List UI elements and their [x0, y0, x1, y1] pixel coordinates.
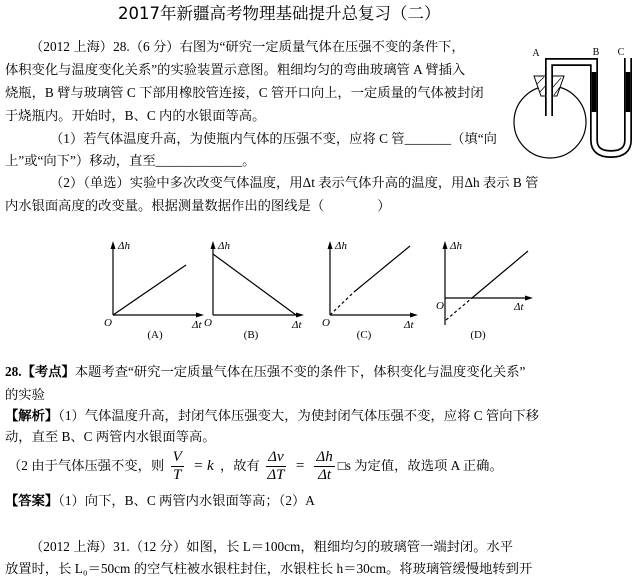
kaodian-line-1 [5, 363, 525, 381]
kaodian-label: 28.【考点】 [5, 364, 75, 379]
apparatus-diagram [505, 40, 640, 165]
graph-c-option: (C) [356, 329, 372, 341]
q28-part2-line-2: 内水银面高度的改变量。根据测量数据作出的图线是（ ） [5, 198, 391, 213]
jiexi-line-1 [5, 407, 539, 425]
label-arm-a: A [532, 48, 540, 59]
q31-line-2: 放置时，长 L₀＝50cm 的空气柱被水银柱封住，水银柱长 h＝30cm。将玻璃管缓慢地转到开 [5, 561, 533, 576]
label-tube-c: C [617, 47, 625, 58]
q28-stem-line-3: 烧瓶，B 臂与玻璃管 C 下部用橡胶管连接，C 管开口向上，一定质量的气体被封闭 [5, 85, 484, 100]
graph-a-y-arrow [111, 241, 116, 249]
formula-prefix: （2 由于气体压强不变，则 [8, 458, 165, 473]
q28-stem-line-2: 体积变化与温度变化关系”的实验装置示意图。粗细均匀的弯曲玻璃管 A 臂插入 [5, 62, 466, 77]
fraction-dv-denominator: ΔT [267, 467, 285, 484]
graph-c-x-label: Δt [404, 319, 414, 331]
graph-d-y-label: Δh [450, 240, 462, 252]
label-arm-b: B [592, 47, 600, 58]
graph-a-line [113, 265, 186, 315]
answer-line [5, 492, 315, 510]
graph-d [436, 240, 533, 341]
graph-a-x-arrow [196, 313, 204, 318]
graph-c-y-label: Δh [335, 240, 347, 252]
jiexi-label: 【解析】 [5, 408, 59, 423]
jiexi-text: （1）气体温度升高，封闭气体压强变大，为使封闭气体压强不变，应将 C 管向下移 [58, 408, 540, 423]
fraction-v-over-t-numerator: V [172, 449, 182, 466]
graph-a-x-label: Δt [192, 319, 202, 331]
answer-text: （1）向下，B、C 两管内水银面等高；（2）A [58, 493, 315, 508]
graph-d-line [472, 251, 528, 298]
graph-a-option: (A) [147, 329, 163, 341]
fraction-dv-numerator: Δv [268, 449, 284, 466]
fraction-v-over-t-denominator: T [172, 467, 182, 484]
q28-stem-line-1: （2012 上海）28.（6 分）右图为“研究一定质量气体在压强不变的条件下， [30, 39, 465, 54]
q31-line-1: （2012 上海）31.（12 分）如图，长 L＝100cm，粗细均匀的玻璃管一端封闭。水平 [30, 539, 514, 554]
graph-d-x-arrow [525, 296, 533, 301]
analysis-part2-formula-line [8, 448, 503, 484]
graph-b [204, 240, 304, 341]
graph-b-x-arrow [296, 313, 304, 318]
graph-b-y-label: Δh [218, 240, 230, 252]
q28-stem-line-4: 于烧瓶内。开始时，B、C 内的水银面等高。 [5, 108, 266, 123]
graph-c-y-arrow [328, 241, 333, 249]
graph-c [322, 240, 418, 341]
graph-a-y-label: Δh [118, 240, 130, 252]
graph-d-x-label: Δt [514, 301, 524, 313]
q28-part1-line-1: （1）若气体温度升高，为使瓶内气体的压强不变，应将 C 管_______（填“向 [50, 131, 497, 146]
formula-middle-text: ，故有 [219, 458, 260, 473]
graph-c-x-arrow [410, 313, 418, 318]
graph-b-origin: O [204, 317, 212, 329]
option-graphs [95, 232, 540, 342]
kaodian-line-2: 的实验 [5, 387, 45, 402]
graph-a [104, 240, 204, 341]
graph-b-x-label: Δt [292, 319, 302, 331]
equals-k: = k [193, 458, 214, 474]
graph-b-option: (B) [243, 329, 259, 341]
fraction-dh-over-dt [314, 450, 334, 483]
fraction-v-over-t [171, 450, 184, 483]
graph-a-origin: O [104, 317, 112, 329]
fraction-dh-denominator: Δt [318, 467, 332, 484]
q28-part1-line-2: 上”或“向下”）移动，直至_____________。 [5, 153, 256, 168]
answer-label: 【答案】 [5, 493, 59, 508]
equals-sign: = [294, 458, 306, 474]
page-title: 2017年新疆高考物理基础提升总复习（二） [118, 4, 441, 23]
formula-suffix: □s 为定值，故选项 A 正确。 [337, 458, 503, 473]
graph-c-line [354, 246, 410, 292]
graph-c-line-dashed [330, 292, 354, 315]
graph-b-y-arrow [211, 241, 216, 249]
graph-c-origin: O [322, 317, 330, 329]
graph-d-y-arrow [443, 241, 448, 249]
graph-d-origin: O [436, 300, 444, 312]
fraction-dh-numerator: Δh [316, 449, 333, 466]
graph-d-line-dashed [446, 298, 472, 320]
graph-b-line [213, 254, 296, 315]
graph-d-option: (D) [470, 329, 486, 341]
kaodian-text: 本题考查“研究一定质量气体在压强不变的条件下，体积变化与温度变化关系” [74, 364, 526, 379]
q28-part2-line-1: （2）（单选）实验中多次改变气体温度，用Δt 表示气体升高的温度，用Δh 表示 B 管 [50, 175, 539, 190]
fraction-dv-over-dt [266, 450, 285, 483]
jiexi-line-2: 动，直至 B、C 两管内水银面等高。 [5, 429, 216, 444]
